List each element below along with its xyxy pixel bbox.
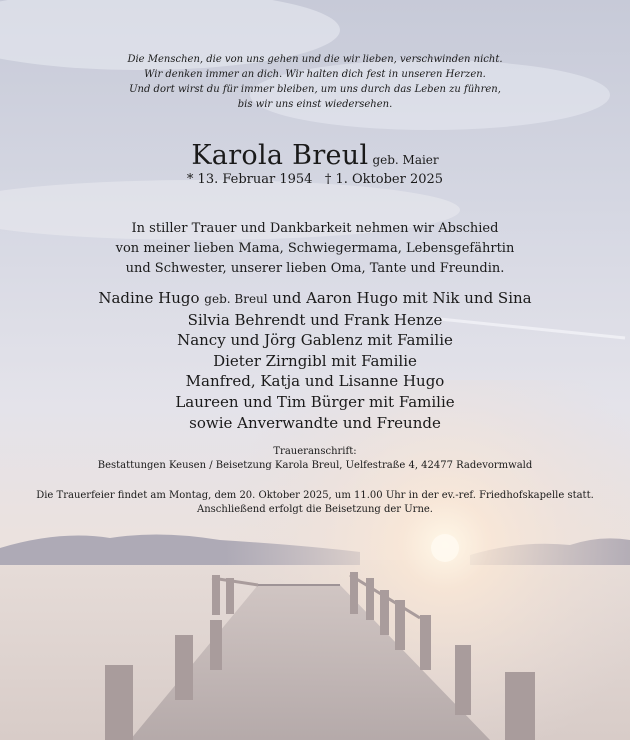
mourner-line: Nancy und Jörg Gablenz mit Familie [177,331,453,350]
deceased-name-line [0,140,630,171]
mourner-line: sowie Anverwandte und Freunde [189,413,441,432]
poem [0,52,630,112]
mourner-line: Silvia Behrendt und Frank Henze [187,310,443,329]
mourner-name: Nadine Hugo [98,289,200,307]
mourner-line: Laureen und Tim Bürger mit Familie [175,392,455,411]
poem-line: bis wir uns einst wiedersehen. [237,99,393,110]
farewell-line: von meiner lieben Mama, Schwiegermama, Lebensgefährtin [115,241,515,256]
mourner-maiden-name: geb. Breul [204,292,268,306]
mourning-address [0,445,630,473]
ceremony-line: Anschließend erfolgt die Beisetzung der Urne. [197,504,433,515]
sun [431,534,459,562]
mourner-line [0,288,630,310]
address-value: Bestattungen Keusen / Beisetzung Karola Breul, Uelfestraße 4, 42477 Radevormwald [97,460,533,471]
life-dates: * 13. Februar 1954 † 1. Oktober 2025 [186,172,444,187]
maiden-name: geb. Maier [372,153,439,167]
address-label: Traueranschrift: [273,446,357,457]
farewell-text [0,219,630,279]
mourners-list [0,288,630,433]
poem-line: Und dort wirst du für immer bleiben, um uns durch das Leben zu führen, [129,84,501,95]
ceremony-info [0,489,630,517]
mourner-name: und Aaron Hugo mit Nik und Sina [272,289,532,307]
farewell-line: In stiller Trauer und Dankbarkeit nehmen wir Abschied [131,221,499,236]
ceremony-line: Die Trauerfeier findet am Montag, dem 20. Oktober 2025, um 11.00 Uhr in der ev.-ref. Friedhofskapelle statt. [36,490,594,501]
deceased-name: Karola Breul [191,140,369,171]
mourner-line: Manfred, Katja und Lisanne Hugo [185,372,445,391]
poem-line: Die Menschen, die von uns gehen und die wir lieben, verschwinden nicht. [127,54,503,65]
poem-line: Wir denken immer an dich. Wir halten dich fest in unseren Herzen. [144,69,486,80]
mourner-line: Dieter Zirngibl mit Familie [213,351,417,370]
farewell-line: und Schwester, unserer lieben Oma, Tante und Freundin. [125,261,505,276]
